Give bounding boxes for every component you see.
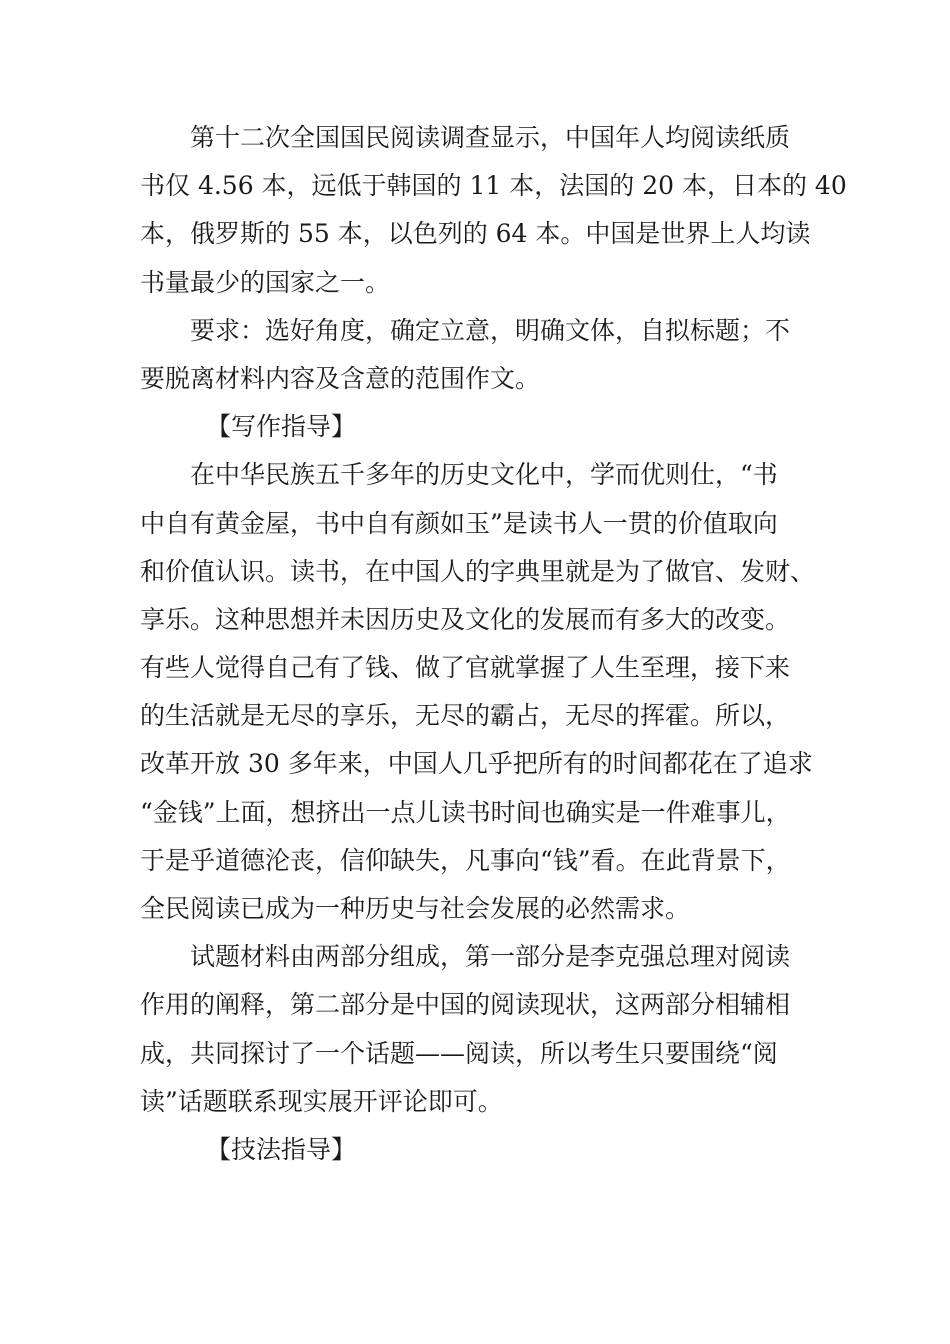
- text-line: 要脱离材料内容及含意的范围作文。: [140, 363, 541, 393]
- text-line: 本，俄罗斯的 55 本，以色列的 64 本。中国是世界上人均读: [140, 219, 811, 249]
- section-heading: 【写作指导】: [206, 412, 357, 442]
- text-line: 第十二次全国国民阅读调查显示，中国年人均阅读纸质: [190, 123, 791, 152]
- text-line: 要求：选好角度，确定立意，明确文体，自拟标题；不: [190, 315, 791, 345]
- text-line: 书量最少的国家之一。: [140, 267, 391, 297]
- text-line: 的生活就是无尽的享乐，无尽的霸占，无尽的挥霍。所以，: [140, 701, 791, 731]
- text-line: 读”话题联系现实展开评论即可。: [140, 1086, 503, 1116]
- text-line: 书仅 4.56 本，远低于韩国的 11 本，法国的 20 本，日本的 40: [140, 171, 847, 201]
- document-body: [140, 114, 847, 1174]
- text-line: 于是乎道德沦丧，信仰缺失，凡事向“钱”看。在此背景下，: [140, 845, 791, 875]
- text-line: 试题材料由两部分组成，第一部分是李克强总理对阅读: [190, 942, 791, 972]
- text-line: 享乐。这种思想并未因历史及文化的发展而有多大的改变。: [140, 604, 791, 634]
- text-line: 全民阅读已成为一种历史与社会发展的必然需求。: [140, 894, 691, 923]
- text-line: 在中华民族五千多年的历史文化中，学而优则仕，“书: [190, 460, 778, 490]
- text-line: 有些人觉得自己有了钱、做了官就掌握了人生至理，接下来: [140, 653, 791, 683]
- text-line: 作用的阐释，第二部分是中国的阅读现状，这两部分相辅相: [140, 990, 791, 1020]
- text-line: “金钱”上面，想挤出一点儿读书时间也确实是一件难事儿，: [140, 797, 791, 827]
- section-heading: 【技法指导】: [206, 1134, 357, 1164]
- text-line: 改革开放 30 多年来，中国人几乎把所有的时间都花在了追求: [140, 749, 813, 779]
- text-line: 和价值认识。读书，在中国人的字典里就是为了做官、发财、: [140, 556, 816, 586]
- text-line: 成，共同探讨了一个话题——阅读，所以考生只要围绕“阅: [140, 1038, 778, 1068]
- text-line: 中自有黄金屋，书中自有颜如玉”是读书人一贯的价值取向: [140, 508, 778, 538]
